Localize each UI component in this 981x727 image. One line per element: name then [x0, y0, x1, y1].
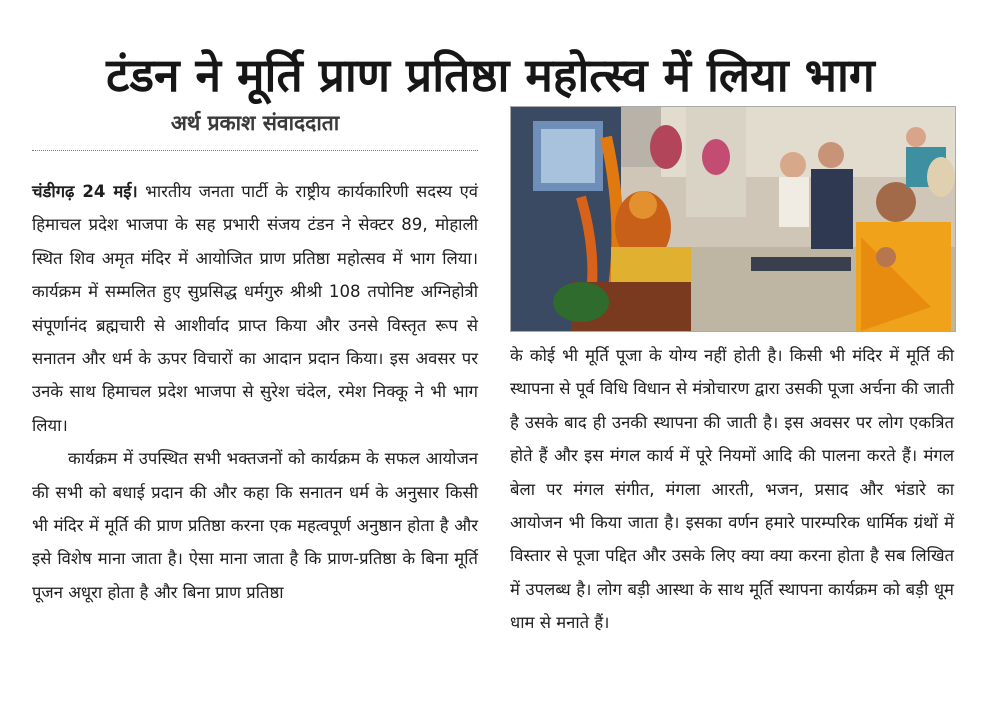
- article-column-right: [510, 339, 954, 640]
- article-paragraph-2: कार्यक्रम में उपस्थित सभी भक्तजनों को कार्यक्रम के सफल आयोजन की सभी को बधाई प्रदान की और कहा कि सनातन धर्म के अनुसार किसी भी मंदिर में मूर्ति की प्राण प्रतिष्ठा करना एक महत्वपूर्ण अनुष्ठान होता है और इसे विशेष माना जाता है। ऐसा माना जाता है कि प्राण-प्रतिष्ठा के बिना मूर्ति पूजन अधूरा होता है और बिना प्राण प्रतिष्ठा: [32, 449, 478, 602]
- article-column-left: [32, 175, 478, 609]
- dateline: चंडीगढ़ 24 मई।: [32, 182, 138, 201]
- article-paragraph-3: के कोई भी मूर्ति पूजा के योग्य नहीं होती है। किसी भी मंदिर में मूर्ति की स्थापना से पूर्व विधि विधान से मंत्रोचारण द्वारा उसकी पूजा अर्चना की जाती है उसके बाद ही उनकी स्थापना की जाती है। इस अवसर पर लोग एकत्रित होते हैं और इस मंगल कार्य में पूरे नियमों आदि की पालना करते हैं। मंगल बेला पर मंगल संगीत, मंगला आरती, भजन, प्रसाद और भंडारे का आयोजन भी किया जाता है। इसका वर्णन हमारे पारम्परिक धार्मिक ग्रंथों में विस्तार से पूजा पद्दित और उसके लिए क्या क्या करना होता है सब लिखित में उपलब्ध है। लोग बड़ी आस्था के साथ मूर्ति स्थापना कार्यक्रम को बड़ी धूम धाम से मनाते हैं।: [510, 346, 954, 633]
- byline: अर्थ प्रकाश संवाददाता: [170, 111, 340, 135]
- headline: टंडन ने मूर्ति प्राण प्रतिष्ठा महोत्स्व में लिया भाग: [106, 47, 875, 102]
- event-photo: [510, 106, 956, 332]
- byline-divider: [32, 150, 478, 151]
- article-paragraph-1: [32, 175, 478, 442]
- paragraph-1-text: भारतीय जनता पार्टी के राष्ट्रीय कार्यकारिणी सदस्य एवं हिमाचल प्रदेश भाजपा के सह प्रभारी संजय टंडन ने सेक्टर 89, मोहाली स्थित शिव अमृत मंदिर में आयोजित प्राण प्रतिष्ठा महोत्सव में भाग लिया। कार्यक्रम में सम्मलित हुए सुप्रसिद्ध धर्मगुरु श्रीश्री 108 तपोनिष्ट अग्निहोत्री संपूर्णानंद ब्रह्मचारी से आशीर्वाद प्राप्त किया और उनसे विस्तृत रूप से सनातन और धर्म के ऊपर विचारों का आदान प्रदान किया। इस अवसर पर उनके साथ हिमाचल प्रदेश भाजपा से सुरेश चंदेल, रमेश निक्कू ने भी भाग लिया।: [32, 182, 478, 435]
- event-photo-illustration: [511, 107, 955, 331]
